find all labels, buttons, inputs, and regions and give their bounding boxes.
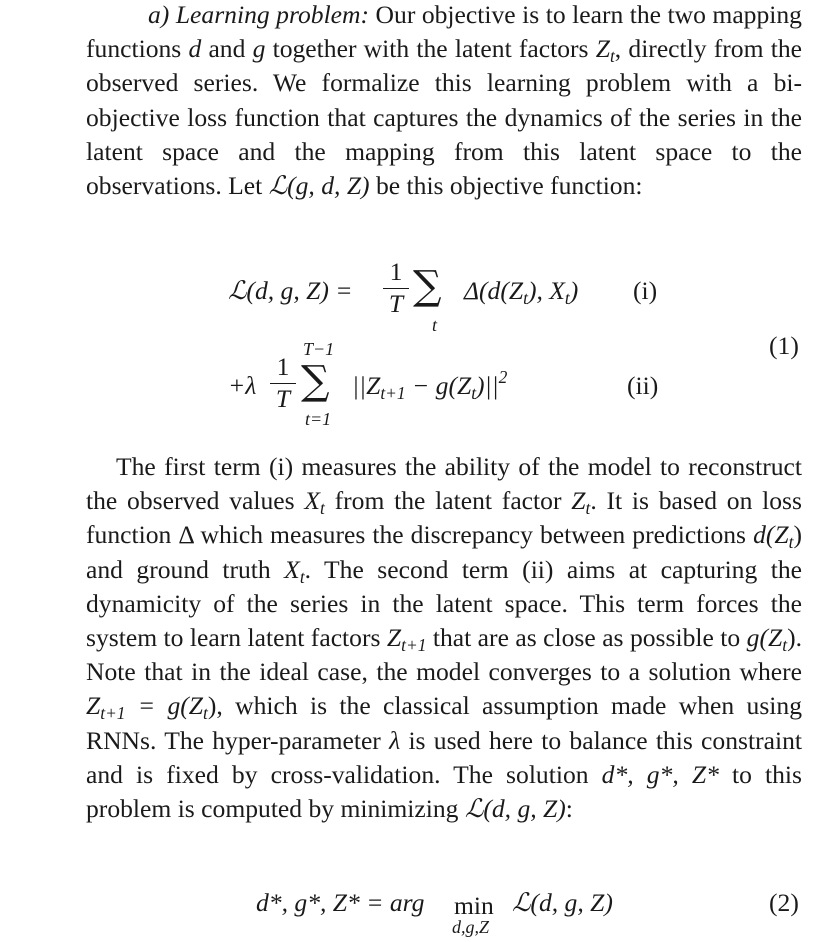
eq1-sum-symbol: ∑ — [413, 263, 442, 309]
math-gZt: $g(Z_t$ — [746, 623, 788, 655]
eq2-min-subscript: d,g,Z — [452, 917, 490, 937]
eq1-sum-subscript: t — [432, 315, 438, 335]
math-lambda: λ — [389, 725, 401, 755]
eq1-term-i: $\Delta(d(Z_t)$, $X_t$) — [464, 276, 579, 308]
eq1-plus-lambda: +λ — [228, 371, 257, 400]
eq1-term-ii: $||Z_{t+1} - g(Z_t)||^2$ — [352, 367, 508, 403]
equation-number-1: (1) — [769, 331, 799, 360]
eq1-fraction: $\frac{1}{T}$ — [383, 259, 409, 316]
text-span: Our objective is to learn the two mapping functions — [86, 0, 802, 64]
math-Xt: $X_t$ — [304, 486, 325, 519]
eq1-fraction-2: $\frac{1}{T}$ — [270, 354, 296, 411]
eq1-sum2-subscript: t=1 — [305, 409, 332, 429]
eq2-min: min — [454, 891, 494, 920]
text-span: together with the latent factors — [265, 34, 596, 64]
eq1-sum2-symbol: ∑ — [301, 358, 330, 404]
math-loss: ℒ(g, d, Z) — [268, 171, 370, 201]
eq1-lhs: ℒ(d, g, Z) = — [228, 276, 353, 305]
math-Zt: $Z_t$ — [595, 34, 615, 67]
subsection-heading: a) Learning problem: — [148, 0, 370, 29]
eq2-rhs: ℒ(d, g, Z) — [512, 888, 613, 917]
eq2-lhs: d*, g*, Z* = arg — [256, 888, 425, 917]
text-span: and — [201, 34, 253, 64]
text-span: be this objective function: — [369, 171, 643, 201]
paragraph-learning-problem — [86, 0, 802, 203]
text-span: , directly from the observed series. We formalize this learning problem with a bi-objective loss function that captures the dynamics of the series in the latent space and the mapping from this latent space to the observations. Let — [86, 34, 802, 201]
math-g: g — [252, 34, 266, 64]
math-Zt: $Z_t$ — [571, 486, 591, 519]
math-Zt1: $Z_{t+1}$ — [386, 623, 427, 655]
paragraph-explanation: The first term (i) measures the ability of the model to reconstruct the observed values $X_t$ from the latent factor $Z_t$. It is based on loss function Δ which measures the discrepancy between predictions $d(Z_t)$ and ground truth $X_t$. The second term (ii) aims at capturing the dynamicity of the series in the latent space. This term forces the system to learn latent factors $Z_{t+1}$ that are as close as possible to $g(Z_t)$. Note that in the ideal case, the model converges to a solution where $Z_{t+1} = g(Z_t)$, which is the classical assumption made when using RNNs. The hyper-parameter λ is used here to balance this constraint and is fixed by cross-validation. The solution d*, g*, Z* to this problem is computed by minimizing ℒ(d, g, Z): — [86, 452, 803, 824]
math-Zt1-eq-gZt: $Z_{t+1} = g(Z_t$ — [86, 691, 208, 724]
math-d: d — [188, 34, 202, 64]
equation-number-2: (2) — [769, 888, 799, 917]
math-loss: ℒ(d, g, Z) — [464, 794, 566, 824]
math-Xt: $X_t$ — [284, 554, 305, 587]
eq1-sum2-superscript: T−1 — [303, 339, 335, 359]
math-solution: d*, g*, Z* — [601, 759, 719, 789]
math-dZt: $d(Z_t$ — [753, 520, 794, 553]
eq1-label-ii: (ii) — [627, 371, 659, 400]
eq1-label-i: (i) — [633, 276, 658, 305]
